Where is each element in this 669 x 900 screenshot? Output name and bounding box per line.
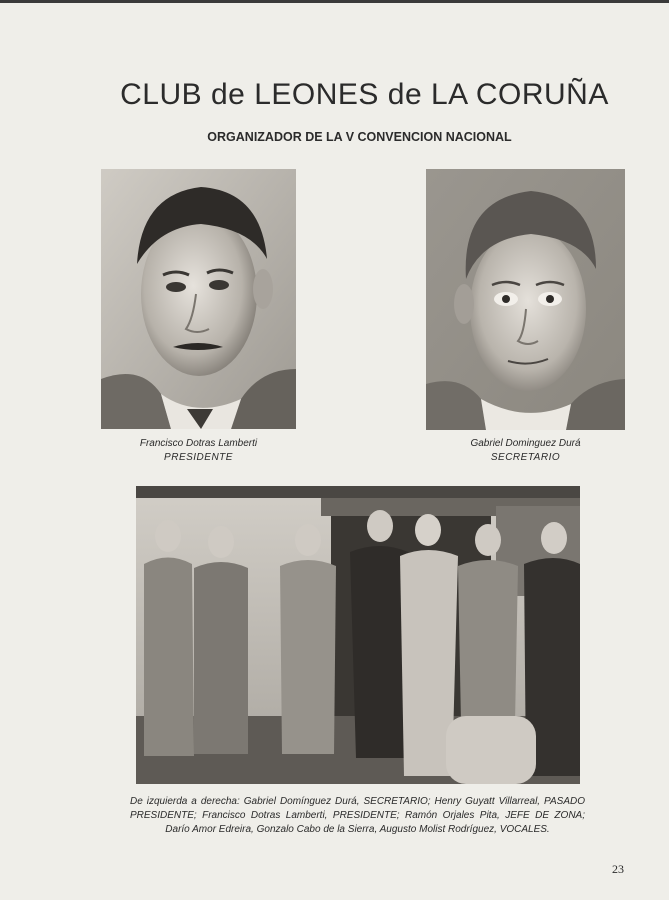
group-photo (136, 486, 580, 784)
portrait-photo-secretary (426, 169, 625, 430)
group-photo-caption: De izquierda a derecha: Gabriel Domínguez Durá, SECRETARIO; Henry Guyatt Villarreal, PASADO PRESIDENTE; Francisco Dotras Lamberti, PRESIDENTE; Ramón Orjales Pita, JEFE DE ZONA; Darío Amor Edreira, Gonzalo Cabo de la Sierra, Augusto Molist Rodríguez, VOCALES. (130, 796, 585, 835)
portrait-name: Gabriel Dominguez Durá (470, 438, 581, 449)
page-subtitle: ORGANIZADOR DE LA V CONVENCION NACIONAL (207, 130, 512, 144)
page-title: CLUB de LEONES de LA CORUÑA (120, 78, 609, 111)
portrait-caption-president (101, 437, 296, 465)
portrait-photo-president (101, 169, 296, 429)
page-number: 23 (612, 862, 624, 876)
portrait-caption-secretary (426, 437, 625, 465)
page-top-edge (0, 0, 669, 3)
portrait-role: PRESIDENTE (164, 452, 233, 463)
portrait-role: SECRETARIO (490, 452, 561, 463)
portrait-name: Francisco Dotras Lamberti (139, 438, 258, 449)
